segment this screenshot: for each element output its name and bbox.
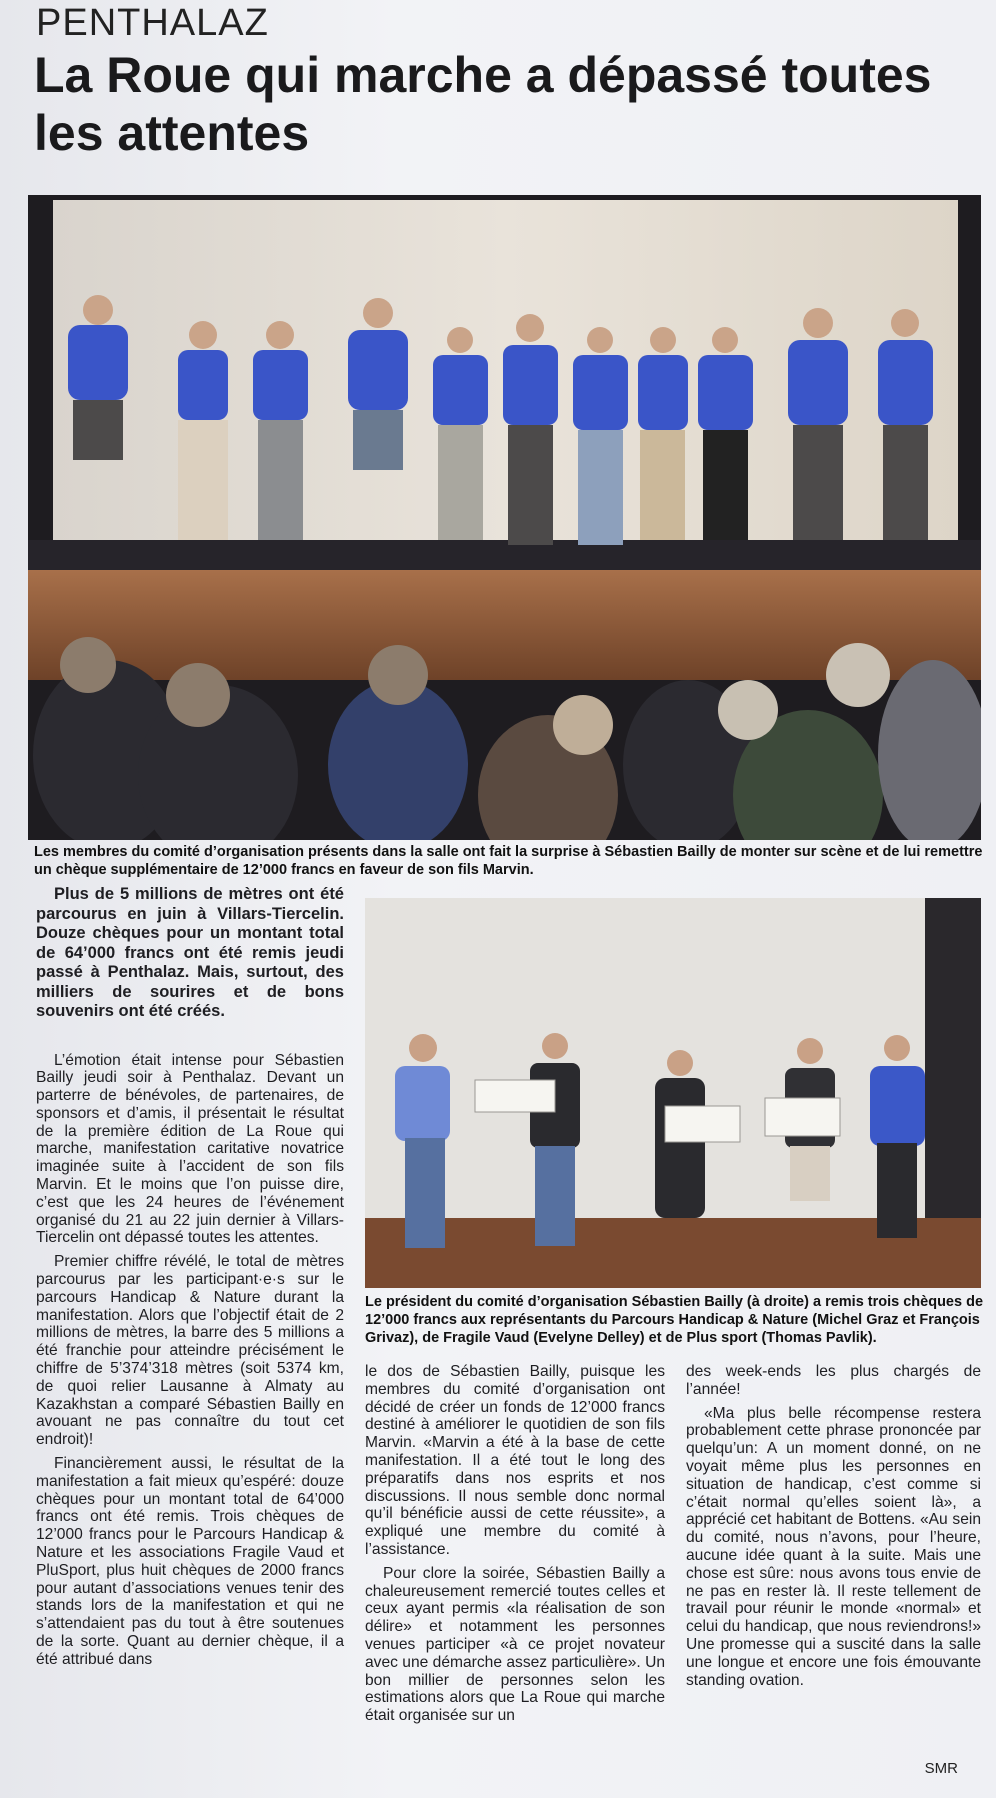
lead-paragraph: Plus de 5 millions de mètres ont été parcourus en juin à Villars-Tiercelin. Douze chèques pour un montant total de 64’000 francs ont été remis jeudi passé à Penthalaz. Mais, surtout, des milliers de sourires et de bons souvenirs ont été créés. [36,885,344,1020]
article-column-2 [365,1363,665,1725]
author-signature: SMR [924,1760,958,1777]
col3-paragraph: des week-ends les plus chargés de l’année! [686,1363,981,1398]
col1-paragraph: L’émotion était intense pour Sébastien Bailly jeudi soir à Penthalaz. Devant un parterre de bénévoles, de partenaires, de sponsors et d’amis, il présentait le résultat de la première édition de La Roue qui marche, manifestation caritative novatrice imaginée suite à l’accident de son fils Marvin. Et le moins que l’on puisse dire, c’est que les 24 heures de l’événement organisé du 21 au 22 juin dernier à Villars-Tiercelin ont dépassé toutes les attentes. [36,1051,344,1247]
photo-cheque-drawing [365,898,981,1288]
article-column-1 [36,885,344,1669]
article-column-3 [686,1363,981,1689]
col1-paragraph: Financièrement aussi, le résultat de la manifestation a fait mieux qu’espéré: douze chèques pour un montant total de 64’000 francs ont été remis. Trois chèques de 12’000 francs pour le Parcours Handicap & Nature et les associations Fragile Vaud et PluSport, plus huit chèques de 2000 francs pour autant d’associations venues tenir des stands lors de la manifestation et qui ne s’attendaient pas du tout à être soutenues de la sorte. Quant au dernier chèque, il a été attribué dans [36,1455,344,1668]
headline: La Roue qui marche a dépassé toutes les attentes [34,47,932,161]
photo-stage-group [28,195,981,840]
kicker: PENTHALAZ [36,2,269,44]
photo1-caption: Les membres du comité d’organisation présents dans la salle ont fait la surprise à Sébastien Bailly de monter sur scène et de lui remettre un chèque supplémentaire de 12’000 francs en faveur de son fils Marvin. [34,844,983,878]
col1-paragraph: Premier chiffre révélé, le total de mètres parcourus par les participant·e·s sur le parcours Handicap & Nature durant la manifestation. Alors que l’objectif était de 2 millions de mètres, la barre des 5 millions a été franchie pour atteindre précisément le chiffre de 5’374’318 mètres (soit 5374 km, de quoi relier Lausanne à Almaty au Kazakhstan a comparé Sébastien Bailly en avouant ne pas connaître du tout cet endroit)! [36,1253,344,1449]
photo2-caption: Le président du comité d’organisation Sébastien Bailly (à droite) a remis trois chèques de 12’000 francs aux représentants du Parcours Handicap & Nature (Michel Graz et François Grivaz), de Fragile Vaud (Evelyne Delley) et de Plus sport (Thomas Pavlik). [365,1294,984,1346]
photo-stage-group-drawing [28,195,981,840]
col2-paragraph: le dos de Sébastien Bailly, puisque les membres du comité d’organisation ont décidé de créer un fonds de 12’000 francs destiné à améliorer le quotidien de son fils Marvin. «Marvin a été à la base de cette manifestation. Il a été tout le long des préparatifs dans nos esprits et nos discussions. Il nous semble donc normal qu’il bénéficie aussi de cette réussite», a expliqué une membre du comité à l’assistance. [365,1363,665,1558]
col2-paragraph: Pour clore la soirée, Sébastien Bailly a chaleureusement remercié toutes celles et ceux ayant permis «la réalisation de son délire» et notamment les personnes venues participer «à ce projet novateur avec une démarche assez particulière». Un bon millier de personnes selon les estimations alors que La Roue qui marche était organisée sur un [365,1564,665,1725]
photo-cheque-presentation [365,898,981,1288]
col3-paragraph: «Ma plus belle récompense restera probablement cette phrase prononcée par quelqu’un: A un moment donné, on ne voyait même plus les personnes en situation de handicap, c’est comme si c’était normal qu’elles soient là», a apprécié cet habitant de Bottens. «Au sein du comité, nous n’avons, pour l’heure, aucune idée quant à la suite. Mais une chose est sûre: nous avons tous envie de ne pas en rester là. Il reste tellement de travail pour réunir le monde «normal» et celui du handicap, que nous reviendrons!» Une promesse qui a suscité dans la salle une longue et encore une fois émouvante standing ovation. [686,1404,981,1689]
